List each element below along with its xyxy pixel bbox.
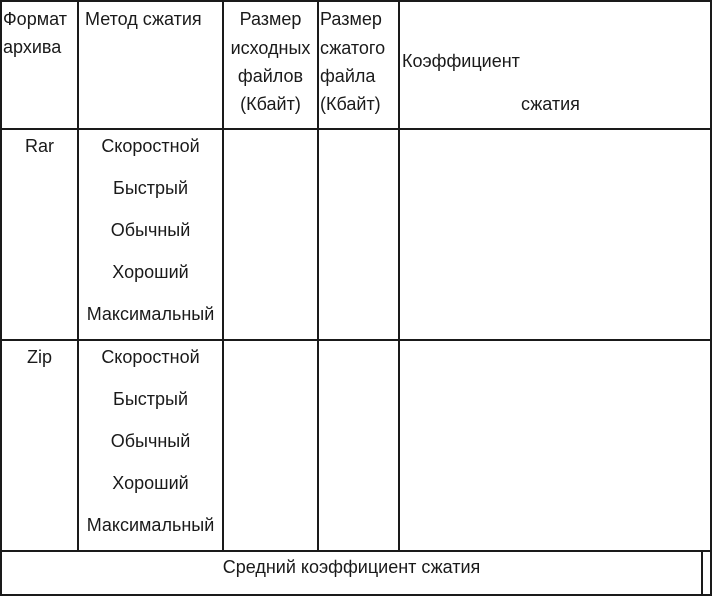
footer-divider xyxy=(0,550,712,552)
table-border-left xyxy=(0,0,2,596)
header-format-line2: архива xyxy=(3,37,62,57)
method-cell: Быстрый xyxy=(113,389,188,409)
col-divider-3 xyxy=(317,0,319,551)
method-cell: Обычный xyxy=(110,220,191,240)
method-cell: Обычный xyxy=(110,431,191,451)
col-divider-4 xyxy=(398,0,400,551)
table-border-top xyxy=(0,0,712,2)
method-cell: Максимальный xyxy=(86,304,215,324)
header-format-line1: Формат xyxy=(3,9,67,29)
header-ratio-line2: сжатия xyxy=(521,94,580,114)
header-compressed-size-line3: файла xyxy=(320,66,376,86)
method-cell: Скоростной xyxy=(101,136,200,156)
header-divider xyxy=(0,128,712,130)
header-source-size-line2: исходных xyxy=(230,38,311,58)
table-border-bottom xyxy=(0,594,712,596)
header-source-size-line1: Размер xyxy=(239,9,302,29)
table-border-right xyxy=(710,0,712,596)
method-cell: Скоростной xyxy=(101,347,200,367)
method-cell: Хороший xyxy=(112,473,189,493)
header-compressed-size-line1: Размер xyxy=(320,9,382,29)
header-compressed-size-line2: сжатого xyxy=(320,38,386,58)
header-source-size-line4: (Кбайт) xyxy=(240,94,301,114)
header-method: Метод сжатия xyxy=(85,9,202,29)
header-source-size-line3: файлов xyxy=(237,66,304,86)
group-divider xyxy=(0,339,712,341)
method-cell: Хороший xyxy=(112,262,189,282)
method-cell: Быстрый xyxy=(113,178,188,198)
footer-average-ratio-label: Средний коэффициент сжатия xyxy=(222,557,481,577)
format-cell-rar: Rar xyxy=(24,136,54,156)
method-cell: Максимальный xyxy=(86,515,215,535)
format-cell-zip: Zip xyxy=(26,347,52,367)
header-ratio-line1: Коэффициент xyxy=(402,51,520,71)
header-compressed-size-line4: (Кбайт) xyxy=(320,94,381,114)
